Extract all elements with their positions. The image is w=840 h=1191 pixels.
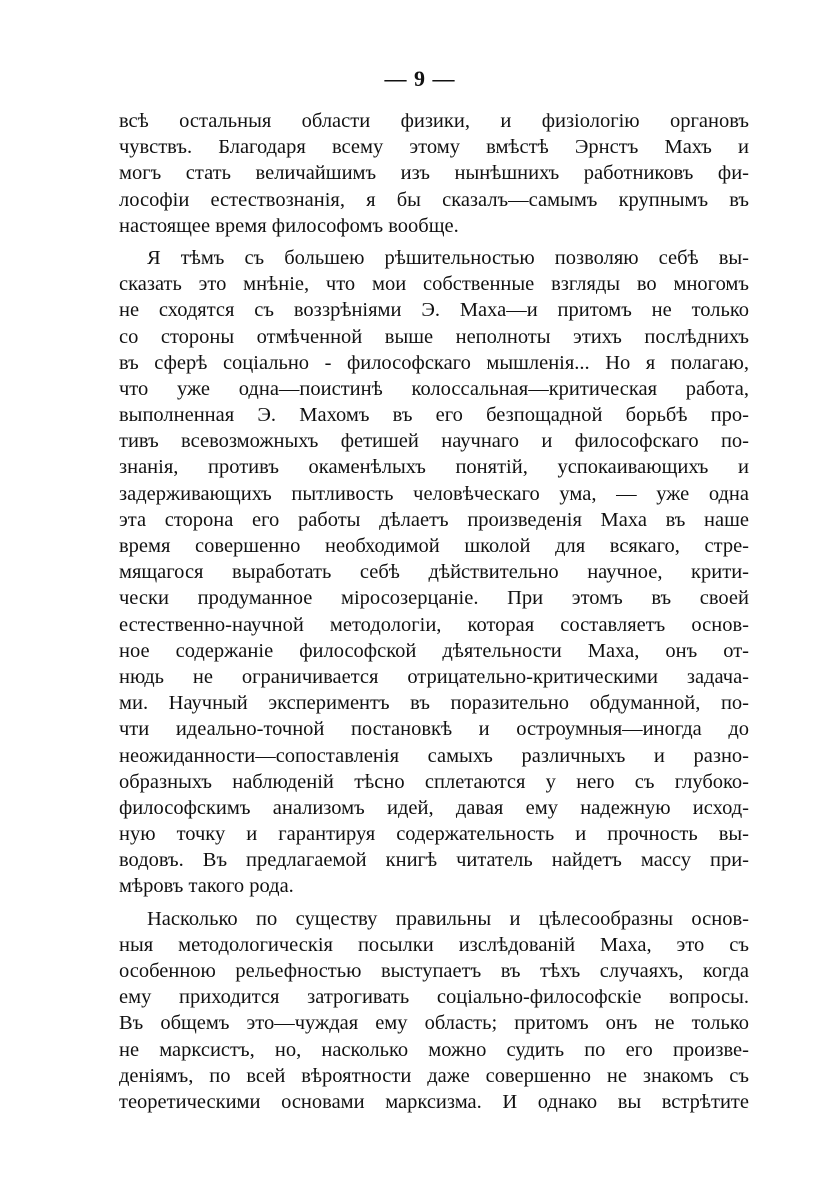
text-line: ми. Научный экспериментъ въ поразительно обдуманной, по- — [119, 692, 749, 715]
text-line: мящагося выработать себѣ дѣйствительно научное, крити- — [119, 561, 749, 584]
text-line: задерживающихъ пытливость человѣческаго ума, — уже одна — [119, 482, 749, 505]
text-line: знанiя, противъ окаменѣлыхъ понятiй, успокаивающихъ и — [119, 456, 749, 479]
text-line: водовъ. Въ предлагаемой книгѣ читатель найдетъ массу при- — [119, 849, 749, 872]
text-line: Въ общемъ это—чуждая ему область; притомъ онъ не только — [119, 1012, 749, 1035]
text-line: ное содержанiе философской дѣятельности Маха, онъ от- — [119, 639, 749, 662]
text-line: не марксистъ, но, насколько можно судить по его произве- — [119, 1038, 749, 1061]
text-line: чески продуманное мiросозерцанiе. При этомъ въ своей — [119, 587, 749, 610]
text-line: лософiи естествознанiя, я бы сказалъ—самымъ крупнымъ въ — [119, 188, 749, 211]
text-line: время совершенно необходимой школой для всякаго, стре- — [119, 535, 749, 557]
text-line: эта сторона его работы дѣлаетъ произведенiя Маха въ наше — [119, 508, 749, 531]
text-line: выполненная Э. Махомъ въ его безпощадной борьбѣ про- — [119, 404, 749, 427]
page-number: — 9 — — [384, 66, 456, 91]
text-line: чувствъ. Благодаря всему этому вмѣстѣ Эрнстъ Махъ и — [119, 136, 749, 159]
text-line: настоящее время философомъ вообще. — [119, 214, 459, 237]
body-text — [119, 108, 749, 1115]
text-line: ную точку и гарантируя содержательность и прочность вы- — [119, 823, 749, 846]
text-line: всѣ остальныя области физики, и физiологiю органовъ — [119, 110, 749, 132]
text-line: мѣровъ такого рода. — [119, 875, 294, 898]
text-line: нюдь не ограничивается отрицательно-критическими задача- — [119, 665, 749, 688]
text-line: въ сферѣ соцiально - философскаго мышленiя... Но я полагаю, — [119, 351, 749, 374]
text-line: сказать это мнѣнiе, что мои собственные взгляды во многомъ — [119, 273, 749, 296]
text-line: особенною рельефностью выступаетъ въ тѣхъ случаяхъ, когда — [119, 960, 749, 982]
text-line: тивъ всевозможныхъ фетишей научнаго и философскаго по- — [119, 430, 749, 453]
text-line: ныя методологическiя посылки изслѣдованiй Маха, это съ — [119, 933, 749, 956]
text-line: чти идеально-точной постановкѣ и остроумныя—иногда до — [119, 718, 749, 741]
text-line: естественно-научной методологiи, которая составляетъ основ- — [119, 613, 749, 636]
text-line: денiямъ, по всей вѣроятности даже совершенно не знакомъ съ — [119, 1064, 749, 1087]
paragraph-3 — [119, 906, 749, 1116]
text-line: философскимъ анализомъ идей, давая ему надежную исход- — [119, 796, 749, 819]
text-line: со стороны отмѣченной выше неполноты этихъ послѣднихъ — [119, 325, 749, 348]
text-line: неожиданности—сопоставленiя самыхъ различныхъ и разно- — [119, 744, 749, 767]
text-line: что уже одна—поистинѣ колоссальная—критическая работа, — [119, 377, 749, 400]
text-line: Я тѣмъ съ большею рѣшительностью позволяю себѣ вы- — [147, 246, 749, 269]
paragraph-2 — [119, 245, 749, 900]
paragraph-1 — [119, 108, 749, 239]
text-line: ему приходится затрогивать соцiально-философскiе вопросы. — [119, 986, 749, 1009]
text-line: Насколько по существу правильны и цѣлесообразны основ- — [147, 907, 749, 930]
text-line: не сходятся съ воззрѣнiями Э. Маха—и притомъ не только — [119, 299, 749, 322]
text-line: теоретическими основами марксизма. И однако вы встрѣтите — [119, 1090, 749, 1113]
text-line: могъ стать величайшимъ изъ нынѣшнихъ работниковъ фи- — [119, 162, 749, 185]
text-line: образныхъ наблюденiй тѣсно сплетаются у него съ глубоко- — [119, 770, 749, 793]
